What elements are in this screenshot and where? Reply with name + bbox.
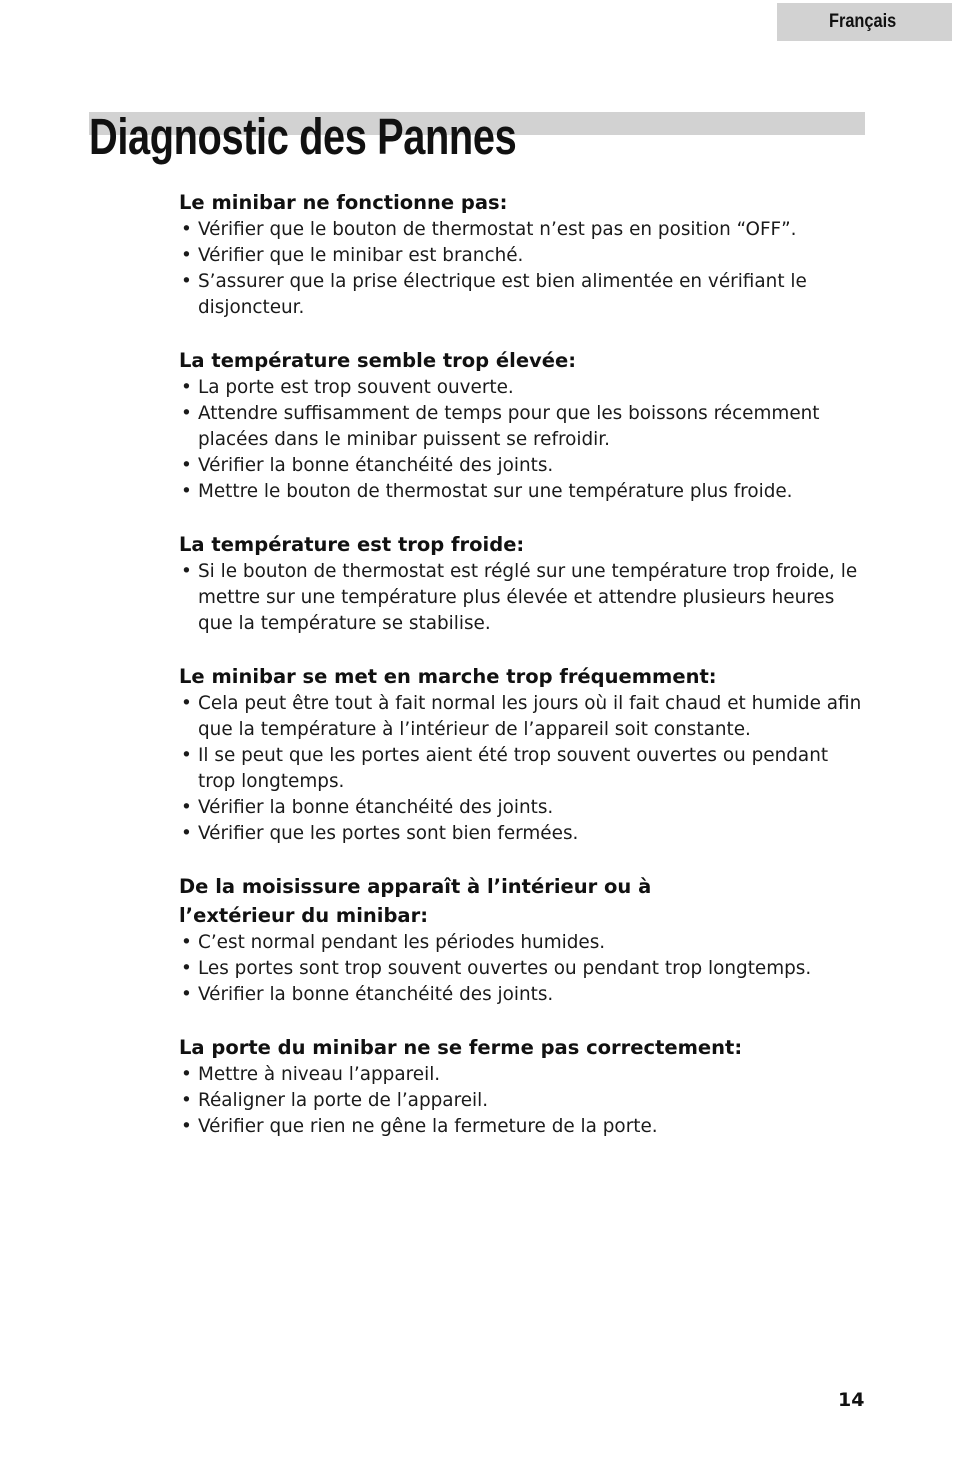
list-item: • S’assurer que la prise électrique est bien alimentée en vérifiant le disjoncteur. bbox=[179, 269, 869, 321]
list-item: • Vérifier que les portes sont bien fermées. bbox=[179, 821, 869, 847]
list-item: • Si le bouton de thermostat est réglé sur une température trop froide, le mettre sur une température plus élevée et attendre plusieurs heures que la température se stabilise. bbox=[179, 559, 869, 637]
list-item: • Attendre suffisamment de temps pour que les boissons récemment placées dans le minibar puissent se refroidir. bbox=[179, 401, 869, 453]
section-heading: Le minibar se met en marche trop fréquemment: bbox=[179, 665, 717, 688]
section-not-working bbox=[179, 188, 869, 321]
troubleshooting-content bbox=[179, 188, 869, 1165]
list-item: • La porte est trop souvent ouverte. bbox=[179, 375, 869, 401]
section-heading: Le minibar ne fonctionne pas: bbox=[179, 191, 508, 214]
list-item: • Mettre le bouton de thermostat sur une température plus froide. bbox=[179, 479, 869, 505]
list-item: • Vérifier la bonne étanchéité des joints. bbox=[179, 795, 869, 821]
bullet-list bbox=[179, 375, 869, 505]
bullet-list bbox=[179, 691, 869, 847]
bullet-list bbox=[179, 930, 869, 1008]
list-item: • Vérifier que le bouton de thermostat n’est pas en position “OFF”. bbox=[179, 217, 869, 243]
list-item: • Mettre à niveau l’appareil. bbox=[179, 1062, 869, 1088]
list-item: • Vérifier que rien ne gêne la fermeture de la porte. bbox=[179, 1114, 869, 1140]
bullet-list bbox=[179, 217, 869, 321]
section-too-cold bbox=[179, 530, 869, 637]
list-item: • Cela peut être tout à fait normal les jours où il fait chaud et humide afin que la température à l’intérieur de l’appareil soit constante. bbox=[179, 691, 869, 743]
section-heading: La température est trop froide: bbox=[179, 533, 525, 556]
list-item: • Vérifier la bonne étanchéité des joints. bbox=[179, 982, 869, 1008]
bullet-list bbox=[179, 559, 869, 637]
section-heading: La température semble trop élevée: bbox=[179, 349, 577, 372]
language-tab bbox=[777, 3, 952, 41]
section-runs-too-often bbox=[179, 662, 869, 847]
section-too-warm bbox=[179, 346, 869, 505]
page-title: Diagnostic des Pannes bbox=[89, 108, 517, 165]
section-heading: La porte du minibar ne se ferme pas correctement: bbox=[179, 1036, 743, 1059]
section-door-not-closing bbox=[179, 1033, 869, 1140]
bullet-list bbox=[179, 1062, 869, 1140]
list-item: • Réaligner la porte de l’appareil. bbox=[179, 1088, 869, 1114]
list-item: • Il se peut que les portes aient été trop souvent ouvertes ou pendant trop longtemps. bbox=[179, 743, 869, 795]
list-item: • Vérifier que le minibar est branché. bbox=[179, 243, 869, 269]
page-number: 14 bbox=[838, 1389, 865, 1411]
list-item: • C’est normal pendant les périodes humides. bbox=[179, 930, 869, 956]
language-label: Français bbox=[829, 11, 897, 32]
section-heading: De la moisissure apparaît à l’intérieur ou à l’extérieur du minibar: bbox=[179, 875, 652, 927]
section-mold bbox=[179, 872, 869, 1008]
list-item: • Les portes sont trop souvent ouvertes ou pendant trop longtemps. bbox=[179, 956, 869, 982]
list-item: • Vérifier la bonne étanchéité des joints. bbox=[179, 453, 869, 479]
